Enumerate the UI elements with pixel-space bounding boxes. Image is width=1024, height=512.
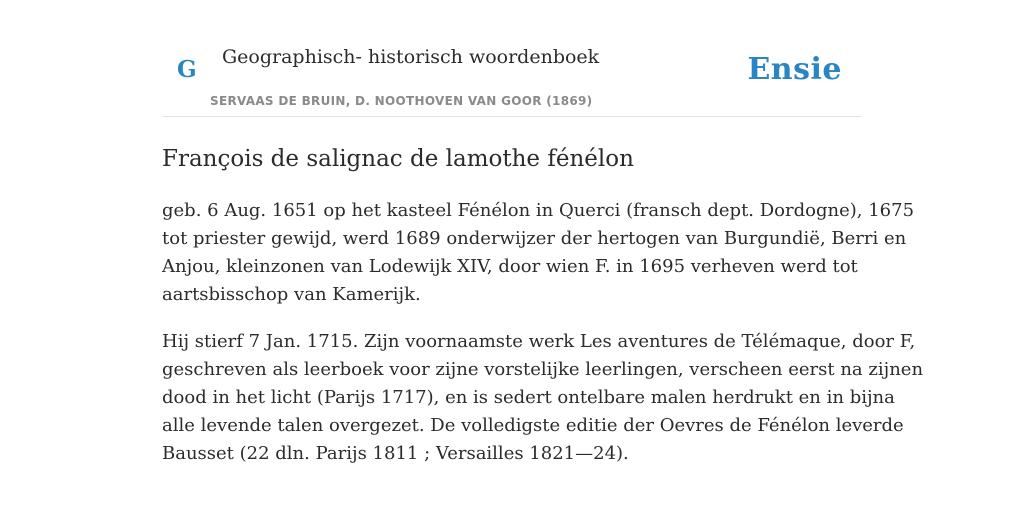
entry-paragraph-2 (162, 328, 924, 468)
page-content (162, 0, 924, 468)
paragraph-line: Hij stierf 7 Jan. 1715. Zijn voornaamste werk Les aventures de Télémaque, door F, (162, 331, 916, 352)
paragraph-line: geb. 6 Aug. 1651 op het kasteel Fénélon in Querci (fransch dept. Dordogne), 1675 (162, 200, 915, 221)
paragraph-line: geschreven als leerboek voor zijne vorstelijke leerlingen, verscheen eerst na zijnen (162, 359, 924, 380)
paragraph-line: alle levende talen overgezet. De volledigste editie der Oevres de Fénélon leverde (162, 415, 904, 436)
paragraph-line: Bausset (22 dln. Parijs 1811 ; Versailles 1821—24). (162, 443, 629, 464)
entry-paragraph-1 (162, 197, 915, 309)
paragraph-line: tot priester gewijd, werd 1689 onderwijzer der hertogen van Burgundië, Berri en (162, 228, 907, 249)
dictionary-title[interactable]: Geographisch- historisch woordenboek (222, 46, 600, 68)
dictionary-authors: SERVAAS DE BRUIN, D. NOOTHOVEN VAN GOOR (1869) (210, 94, 593, 108)
entry-title: François de salignac de lamothe fénélon (162, 146, 634, 172)
ensie-logo[interactable]: Ensie (747, 52, 842, 87)
paragraph-line: Anjou, kleinzonen van Lodewijk XIV, door wien F. in 1695 verheven werd tot (162, 256, 858, 277)
paragraph-line: aartsbisschop van Kamerijk. (162, 284, 421, 305)
paragraph-line: dood in het licht (Parijs 1717), en is sedert ontelbare malen herdrukt en in bijna (162, 387, 895, 408)
dictionary-header (162, 0, 862, 117)
dictionary-logo-icon[interactable]: G (177, 56, 197, 83)
